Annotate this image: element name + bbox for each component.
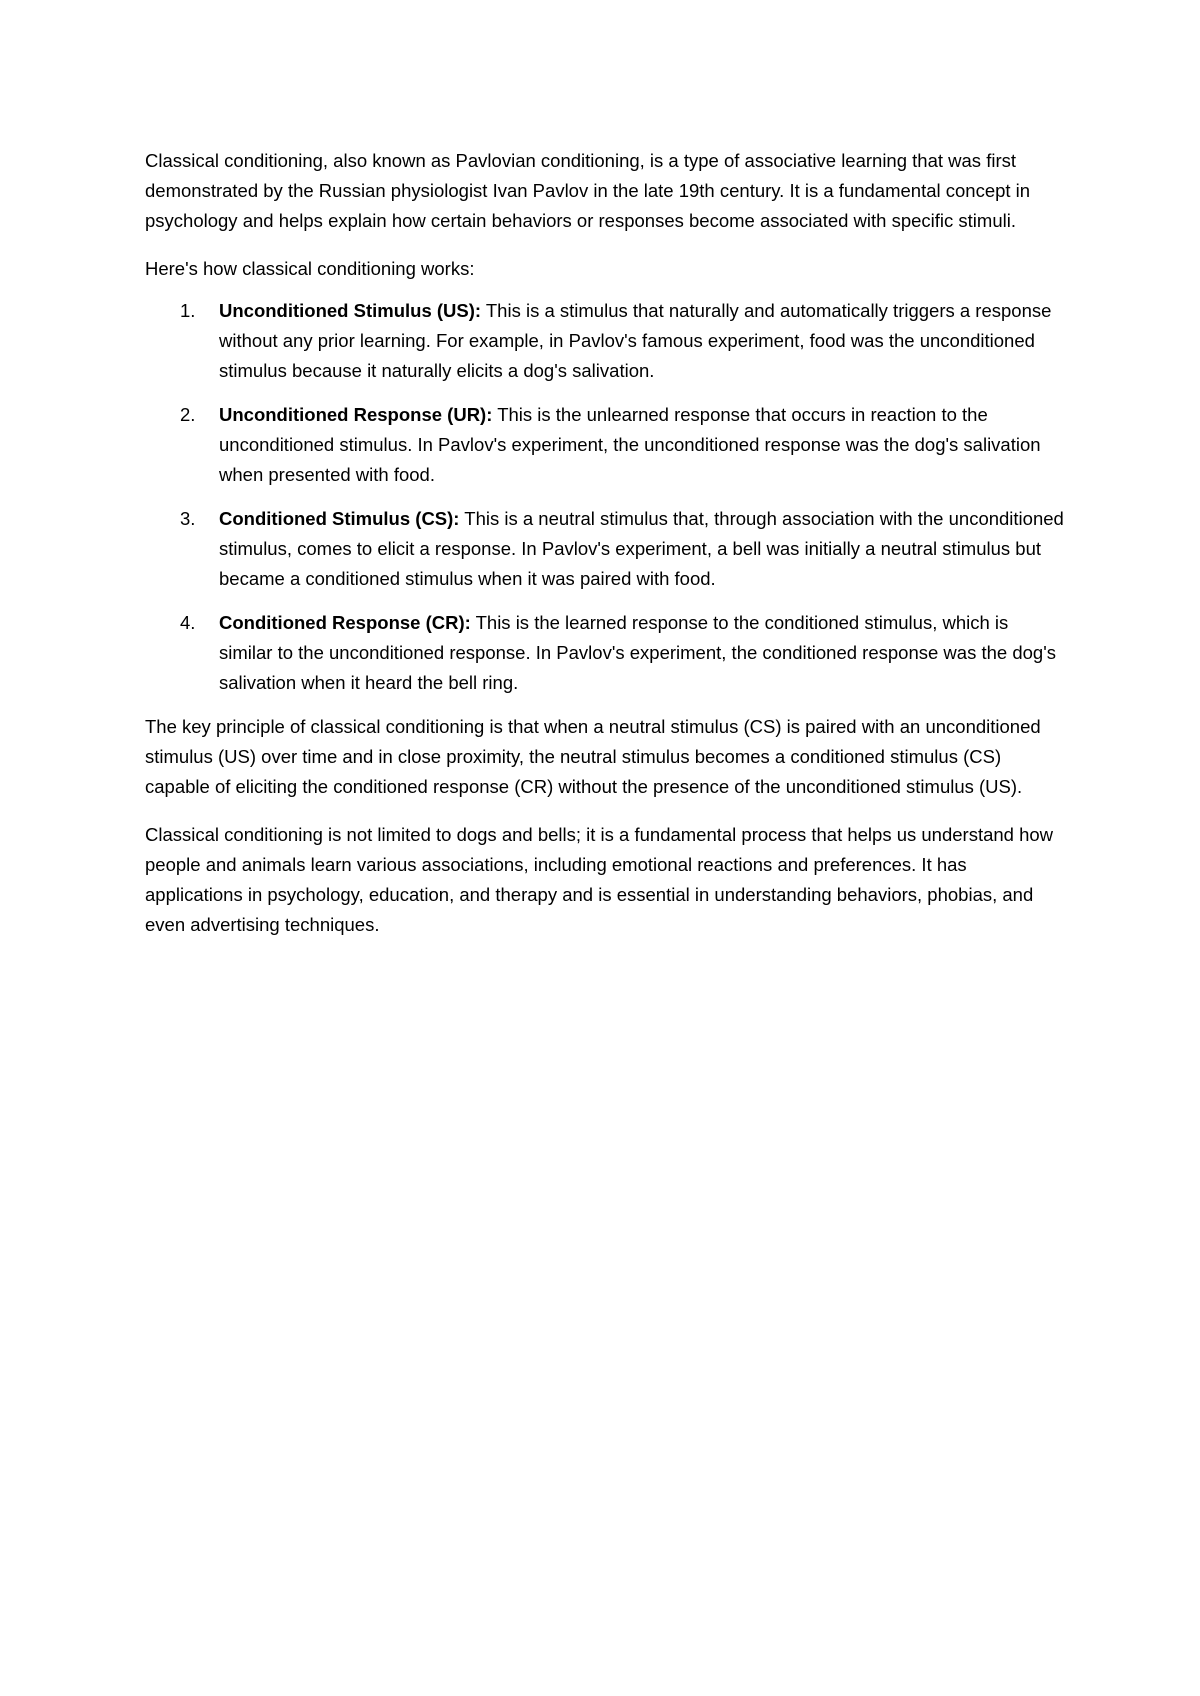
intro-paragraph: Classical conditioning, also known as Pavlovian conditioning, is a type of associative learning that was first demonstrated by the Russian physiologist Ivan Pavlov in the late 19th century. It is a fundamental concept in psychology and helps explain how certain behaviors or responses become associated with specific stimuli. xyxy=(145,150,1031,231)
list-text: This is the unlearned response that occurs in reaction to the unconditioned stimulus. In Pavlov's experiment, the unconditioned response was the dog's salivation when presented with food. xyxy=(219,404,1041,485)
document-body xyxy=(145,146,1065,958)
list-number: 1. xyxy=(180,300,196,321)
list-term: Conditioned Response (CR): xyxy=(219,612,471,633)
list-number: 4. xyxy=(180,612,196,633)
list-term: Unconditioned Stimulus (US): xyxy=(219,300,482,321)
closing-paragraph: Classical conditioning is not limited to dogs and bells; it is a fundamental process that helps us understand how people and animals learn various associations, including emotional reactions and preferences. It has applications in psychology, education, and therapy and is essential in understanding behaviors, phobias, and even advertising techniques. xyxy=(145,824,1054,935)
list-item xyxy=(145,504,1065,594)
list-intro: Here's how classical conditioning works: xyxy=(145,258,475,279)
list-number: 2. xyxy=(180,404,196,425)
list-item xyxy=(145,296,1065,386)
list-text: This is the learned response to the conditioned stimulus, which is similar to the unconditioned response. In Pavlov's experiment, the conditioned response was the dog's salivation when it heard the bell ring. xyxy=(219,612,1056,693)
list-text: This is a neutral stimulus that, through association with the unconditioned stimulus, comes to elicit a response. In Pavlov's experiment, a bell was initially a neutral stimulus but became a conditioned stimulus when it was paired with food. xyxy=(219,508,1064,589)
numbered-list xyxy=(145,296,1065,698)
list-item xyxy=(145,400,1065,490)
list-term: Conditioned Stimulus (CS): xyxy=(219,508,460,529)
list-term: Unconditioned Response (UR): xyxy=(219,404,493,425)
list-number: 3. xyxy=(180,508,196,529)
list-item xyxy=(145,608,1065,698)
principle-paragraph: The key principle of classical conditioning is that when a neutral stimulus (CS) is paired with an unconditioned stimulus (US) over time and in close proximity, the neutral stimulus becomes a conditioned stimulus (CS) capable of eliciting the conditioned response (CR) without the presence of the unconditioned stimulus (US). xyxy=(145,716,1041,797)
list-text: This is a stimulus that naturally and automatically triggers a response without any prior learning. For example, in Pavlov's famous experiment, food was the unconditioned stimulus because it naturally elicits a dog's salivation. xyxy=(219,300,1052,381)
